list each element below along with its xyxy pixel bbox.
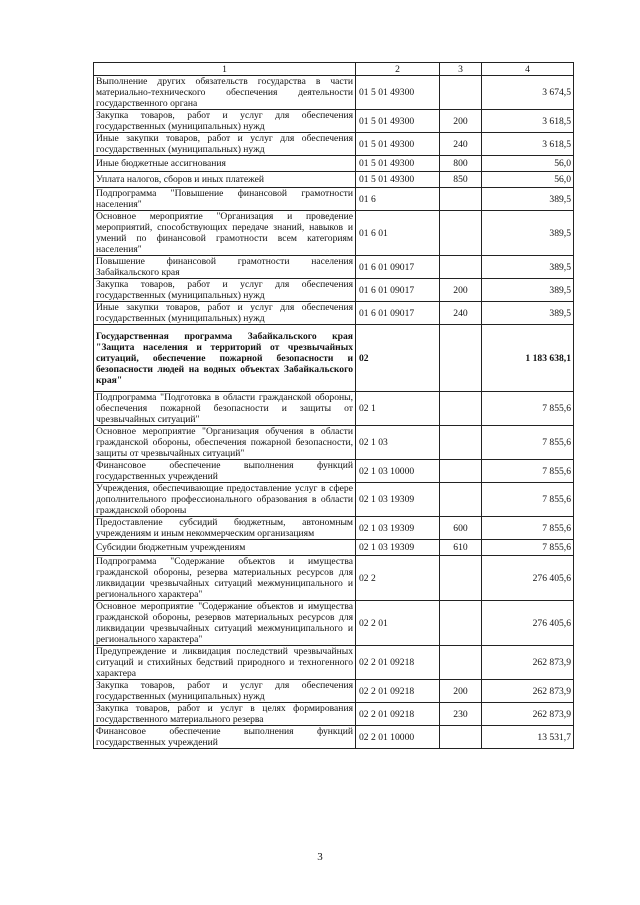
row-amount: 389,5 xyxy=(482,302,574,325)
table-body xyxy=(94,63,574,749)
row-amount: 7 855,6 xyxy=(482,392,574,426)
budget-table xyxy=(93,62,574,749)
row-name: Финансовое обеспечение выполнения функций государственных учреждений xyxy=(94,460,356,483)
row-name: Финансовое обеспечение выполнения функций государственных учреждений xyxy=(94,726,356,749)
table-row xyxy=(94,540,574,556)
row-amount: 1 183 638,1 xyxy=(482,325,574,392)
row-amount: 7 855,6 xyxy=(482,460,574,483)
row-code: 01 6 01 xyxy=(356,211,440,256)
row-expense-type xyxy=(440,211,482,256)
row-expense-type: 800 xyxy=(440,156,482,172)
row-expense-type: 610 xyxy=(440,540,482,556)
header-col-2: 2 xyxy=(356,63,440,76)
row-amount: 262 873,9 xyxy=(482,680,574,703)
row-code: 02 1 03 19309 xyxy=(356,540,440,556)
row-name: Закупка товаров, работ и услуг для обеспечения государственных (муниципальных) нужд xyxy=(94,110,356,133)
row-code: 01 6 xyxy=(356,188,440,211)
row-name: Предоставление субсидий бюджетным, автономным учреждениям и иным некоммерческим организациям xyxy=(94,517,356,540)
table-row xyxy=(94,279,574,302)
row-name: Основное мероприятие "Организация и проведение мероприятий, способствующих передаче знаний, навыков и умений по финансовой грамотности всем категориям населения" xyxy=(94,211,356,256)
table-row xyxy=(94,426,574,460)
row-expense-type xyxy=(440,76,482,110)
page-number: 3 xyxy=(317,851,323,863)
table-row xyxy=(94,646,574,680)
row-code: 02 2 xyxy=(356,556,440,601)
row-name: Основное мероприятие "Организация обучения в области гражданской обороны, обеспечения пожарной безопасности, защиты от чрезвычайных ситуаций" xyxy=(94,426,356,460)
row-code: 02 1 03 xyxy=(356,426,440,460)
row-name: Закупка товаров, работ и услуг для обеспечения государственных (муниципальных) нужд xyxy=(94,279,356,302)
row-name: Иные закупки товаров, работ и услуг для обеспечения государственных (муниципальных) нужд xyxy=(94,302,356,325)
row-expense-type xyxy=(440,392,482,426)
table-row xyxy=(94,256,574,279)
row-expense-type: 200 xyxy=(440,279,482,302)
row-expense-type: 240 xyxy=(440,133,482,156)
row-code: 02 2 01 09218 xyxy=(356,680,440,703)
row-amount: 262 873,9 xyxy=(482,703,574,726)
row-expense-type: 240 xyxy=(440,302,482,325)
row-amount: 389,5 xyxy=(482,256,574,279)
header-col-3: 3 xyxy=(440,63,482,76)
table-row xyxy=(94,156,574,172)
row-name: Иные закупки товаров, работ и услуг для обеспечения государственных (муниципальных) нужд xyxy=(94,133,356,156)
row-expense-type xyxy=(440,188,482,211)
row-code: 02 2 01 09218 xyxy=(356,703,440,726)
row-name: Подпрограмма "Подготовка в области гражданской обороны, обеспечения пожарной безопасности и защиты от чрезвычайных ситуаций" xyxy=(94,392,356,426)
table-row xyxy=(94,726,574,749)
table-row xyxy=(94,556,574,601)
row-expense-type xyxy=(440,601,482,646)
header-row xyxy=(94,63,574,76)
row-expense-type xyxy=(440,646,482,680)
row-name: Предупреждение и ликвидация последствий чрезвычайных ситуаций и стихийных бедствий природного и техногенного характера xyxy=(94,646,356,680)
row-amount: 276 405,6 xyxy=(482,601,574,646)
row-expense-type xyxy=(440,556,482,601)
row-amount: 3 618,5 xyxy=(482,110,574,133)
row-code: 02 xyxy=(356,325,440,392)
row-amount: 7 855,6 xyxy=(482,540,574,556)
row-code: 01 5 01 49300 xyxy=(356,76,440,110)
table-row xyxy=(94,460,574,483)
table-row xyxy=(94,110,574,133)
row-amount: 3 674,5 xyxy=(482,76,574,110)
header-col-1: 1 xyxy=(94,63,356,76)
row-amount: 389,5 xyxy=(482,188,574,211)
table-row xyxy=(94,302,574,325)
table-row xyxy=(94,483,574,517)
row-expense-type xyxy=(440,483,482,517)
table-row xyxy=(94,172,574,188)
row-name: Подпрограмма "Содержание объектов и имущества гражданской обороны, резерва материальных ресурсов для ликвидации чрезвычайных ситуаций межмуниципального и регионального характера" xyxy=(94,556,356,601)
row-code: 02 1 03 10000 xyxy=(356,460,440,483)
row-name: Субсидии бюджетным учреждениям xyxy=(94,540,356,556)
row-code: 01 6 01 09017 xyxy=(356,279,440,302)
row-code: 02 1 xyxy=(356,392,440,426)
row-code: 02 2 01 10000 xyxy=(356,726,440,749)
row-code: 02 2 01 xyxy=(356,601,440,646)
row-amount: 56,0 xyxy=(482,172,574,188)
row-code: 02 2 01 09218 xyxy=(356,646,440,680)
row-amount: 262 873,9 xyxy=(482,646,574,680)
row-expense-type: 230 xyxy=(440,703,482,726)
row-amount: 389,5 xyxy=(482,279,574,302)
table-row xyxy=(94,211,574,256)
row-code: 01 6 01 09017 xyxy=(356,256,440,279)
row-amount: 56,0 xyxy=(482,156,574,172)
row-expense-type xyxy=(440,426,482,460)
row-amount: 3 618,5 xyxy=(482,133,574,156)
row-code: 02 1 03 19309 xyxy=(356,483,440,517)
row-expense-type: 600 xyxy=(440,517,482,540)
row-amount: 7 855,6 xyxy=(482,426,574,460)
table-row xyxy=(94,680,574,703)
row-code: 01 6 01 09017 xyxy=(356,302,440,325)
row-name: Повышение финансовой грамотности населения Забайкальского края xyxy=(94,256,356,279)
table-row xyxy=(94,517,574,540)
row-expense-type: 200 xyxy=(440,110,482,133)
row-name: Уплата налогов, сборов и иных платежей xyxy=(94,172,356,188)
row-name: Закупка товаров, работ и услуг в целях формирования государственного материального резерва xyxy=(94,703,356,726)
row-name: Выполнение других обязательств государства в части материально-технического обеспечения деятельности государственного органа xyxy=(94,76,356,110)
table-row xyxy=(94,325,574,392)
row-code: 01 5 01 49300 xyxy=(356,110,440,133)
row-expense-type xyxy=(440,726,482,749)
table-row xyxy=(94,392,574,426)
table-row xyxy=(94,703,574,726)
row-amount: 13 531,7 xyxy=(482,726,574,749)
row-name: Учреждения, обеспечивающие предоставление услуг в сфере дополнительного профессионального образования в области гражданской обороны xyxy=(94,483,356,517)
row-expense-type xyxy=(440,325,482,392)
row-expense-type xyxy=(440,256,482,279)
table-row xyxy=(94,133,574,156)
row-expense-type xyxy=(440,460,482,483)
row-expense-type: 850 xyxy=(440,172,482,188)
row-name: Иные бюджетные ассигнования xyxy=(94,156,356,172)
row-code: 02 1 03 19309 xyxy=(356,517,440,540)
row-name: Подпрограмма "Повышение финансовой грамотности населения" xyxy=(94,188,356,211)
row-expense-type: 200 xyxy=(440,680,482,703)
row-amount: 7 855,6 xyxy=(482,483,574,517)
table-row xyxy=(94,76,574,110)
row-amount: 7 855,6 xyxy=(482,517,574,540)
table-row xyxy=(94,601,574,646)
row-name: Основное мероприятие "Содержание объектов и имущества гражданской обороны, резервов материальных ресурсов для ликвидации чрезвычайных ситуаций межмуниципального и регионального характера" xyxy=(94,601,356,646)
row-amount: 389,5 xyxy=(482,211,574,256)
row-code: 01 5 01 49300 xyxy=(356,133,440,156)
header-col-4: 4 xyxy=(482,63,574,76)
row-code: 01 5 01 49300 xyxy=(356,156,440,172)
row-name: Государственная программа Забайкальского края "Защита населения и территорий от чрезвычайных ситуаций, обеспечение пожарной безопасности и безопасности людей на водных объектах Забайкальского края" xyxy=(94,325,356,392)
table-row xyxy=(94,188,574,211)
row-amount: 276 405,6 xyxy=(482,556,574,601)
row-name: Закупка товаров, работ и услуг для обеспечения государственных (муниципальных) нужд xyxy=(94,680,356,703)
row-code: 01 5 01 49300 xyxy=(356,172,440,188)
